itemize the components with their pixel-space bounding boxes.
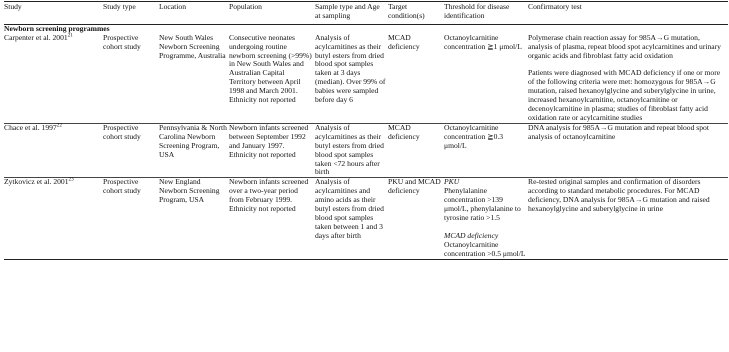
table-row xyxy=(4,34,728,124)
confirm-cell: Re-tested original samples and confirmation of disorders according to standard metabolic procedures. For MCAD deficiency, DNA analysis for 985A→G mutation and raised hexanoylglycine and suberylglycine in urine xyxy=(528,178,728,259)
header-study: Study xyxy=(4,2,103,25)
threshold-pku-label: PKU xyxy=(444,177,460,187)
study-name: Carpenter et al. 2001 xyxy=(4,32,68,42)
confirm-text: Polymerase chain reaction assay for 985A→G mutation, analysis of plasma, repeat blood spot acylcarnitines and urinary organic acids and fibroblast fatty acid oxidation xyxy=(528,32,721,60)
target-cell: MCAD deficiency xyxy=(388,123,444,177)
threshold-pku-text: Phenylalanine concentration >139 μmol/L, phenylalanine to tyrosine ratio >1.5 xyxy=(444,186,521,222)
study-type-cell: Prospective cohort study xyxy=(103,123,159,177)
reference-number: 22 xyxy=(56,122,62,129)
confirm-cell: DNA analysis for 985A→G mutation and repeat blood spot analysis of octanoylcarnitine xyxy=(528,123,728,177)
study-characteristics-table xyxy=(4,1,728,260)
study-name: Zytkovicz et al. 2001 xyxy=(4,177,69,187)
study-type-cell: Prospective cohort study xyxy=(103,178,159,259)
population-cell: Newborn infants screened between September 1992 and January 1997. Ethnicity not reported xyxy=(229,123,315,177)
header-confirm: Confirmatory test xyxy=(528,2,728,25)
study-type-cell: Prospective cohort study xyxy=(103,32,141,51)
header-threshold: Threshold for disease identification xyxy=(444,2,528,25)
header-row xyxy=(4,2,728,25)
population-cell: Consecutive neonates undergoing routine newborn screening (>99%) in New South Wales and Australian Capital Territory between April 1998 and March 2001. Ethnicity not reported xyxy=(229,32,312,105)
reference-number: 23 xyxy=(68,176,74,183)
target-cell: PKU and MCAD deficiency xyxy=(388,178,444,259)
header-population: Population xyxy=(229,2,315,25)
table-row xyxy=(4,123,728,177)
header-study-type: Study type xyxy=(103,2,159,25)
location-cell: New England Newborn Screening Program, USA xyxy=(159,178,229,259)
study-name: Chace et al. 1997 xyxy=(4,122,57,132)
threshold-mcad-label: MCAD deficiency xyxy=(444,230,499,240)
threshold-cell: Octanoylcarnitine concentration ≧1 μmol/L xyxy=(444,32,522,51)
population-cell: Newborn infants screened over a two-year period from February 1999. Ethnicity not reported xyxy=(229,178,315,259)
sample-cell: Analysis of acylcarnitines as their butyl esters from dried blood spot samples taken <72 hours after birth xyxy=(315,123,388,177)
location-cell: Pennsylvania & North Carolina Newborn Screening Program, USA xyxy=(159,123,229,177)
study-cell xyxy=(4,34,103,124)
confirm-cell xyxy=(528,34,728,124)
sample-cell: Analysis of acylcarnitines as their butyl esters from dried blood spot samples taken at 3 days (median). Over 99% of babies were sampled before day 6 xyxy=(315,32,386,105)
header-sample: Sample type and Age at sampling xyxy=(315,2,388,25)
header-location: Location xyxy=(159,2,229,25)
confirm-criteria-text: Patients were diagnosed with MCAD deficiency if one or more of the following criteria were met: homozygous for 985A→G mutation, raised hexanoylglycine and suberylglycine in urine, increased hexanoylcarnitine, octanoylcarnitine or decenoylcarnitine in plasma; studies of fibroblast fatty acid oxidation rate or acylcarnitine studies xyxy=(528,68,721,122)
location-cell: New South Wales Newborn Screening Programme, Australia xyxy=(159,32,226,60)
header-target: Target condition(s) xyxy=(388,2,444,25)
table-row xyxy=(4,178,728,259)
section-title: Newborn screening programmes xyxy=(4,23,110,33)
threshold-cell xyxy=(444,178,528,259)
threshold-mcad-text: Octanoylcarnitine concentration >0.5 μmol/L xyxy=(444,239,526,258)
target-cell: MCAD deficiency xyxy=(388,32,420,51)
sample-cell: Analysis of acylcarnitines and amino acids as their butyl esters from dried blood spot samples taken between 1 and 3 days after birth xyxy=(315,178,388,259)
reference-number: 21 xyxy=(67,32,73,39)
study-cell xyxy=(4,123,103,177)
study-cell xyxy=(4,178,103,259)
threshold-cell: Octanoylcarnitine concentration ≧0.3 μmol/L xyxy=(444,123,528,177)
